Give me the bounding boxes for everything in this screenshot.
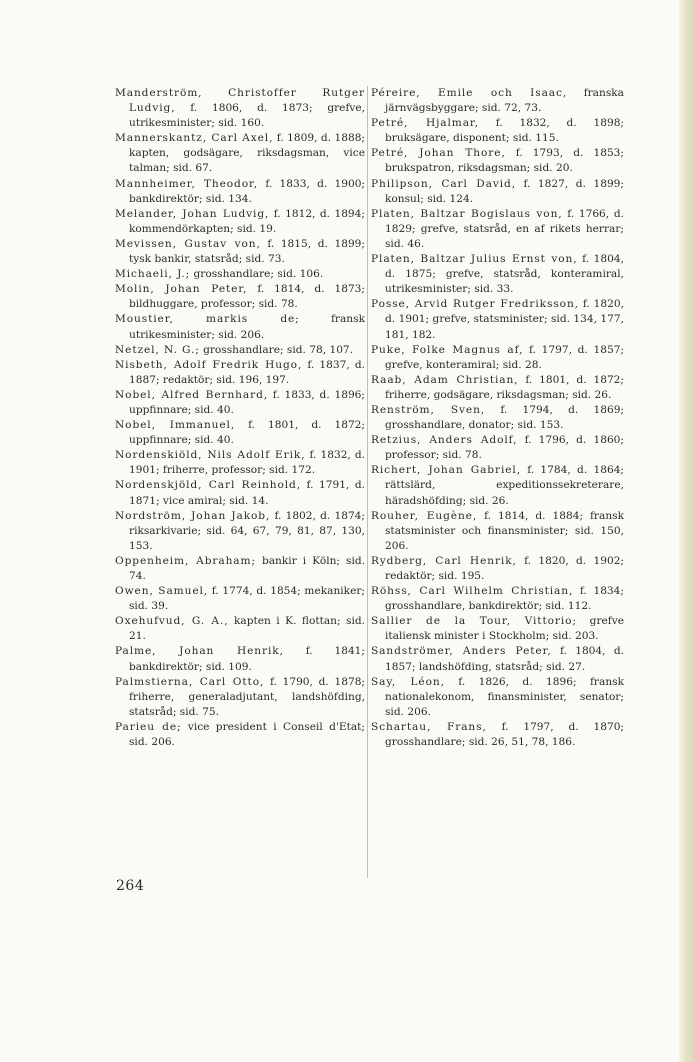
entry-name: Mannheimer, Theodor,	[115, 177, 259, 190]
entry-name: Retzius, Anders Adolf,	[371, 434, 518, 447]
entry-name: Schartau, Frans,	[371, 720, 487, 733]
index-entry	[115, 478, 365, 508]
entry-details: grosshandlare; sid. 106.	[190, 268, 324, 281]
entry-name: Parieu de;	[115, 720, 182, 733]
entry-details: f. 1837, d. 1887; redaktör; sid. 196, 197.	[129, 358, 365, 386]
index-entry	[115, 614, 365, 644]
entry-details: f. 1790, d. 1878; friherre, generaladjutant, landshöfding, statsråd; sid. 75.	[129, 675, 366, 718]
entry-details: bankir i Köln; sid. 74.	[129, 554, 365, 582]
entry-details: franska järnvägsbyggare; sid. 72, 73.	[385, 87, 624, 115]
entry-details: f. 1815, d. 1899; tysk bankir, statsråd; sid. 73.	[129, 237, 365, 266]
entry-details: f. 1784, d. 1864; rättslärd, expeditionssekreterare, häradshöfding; sid. 26.	[385, 464, 625, 507]
index-entry	[115, 644, 365, 674]
entry-details: f. 1814, d. 1884; fransk statsminister och finansminister; sid. 150, 206.	[385, 509, 624, 552]
entry-name: Richert, Johan Gabriel,	[371, 464, 521, 477]
entry-details: f. 1794, d. 1869; grosshandlare, donator; sid. 153.	[385, 403, 625, 432]
entry-details: f. 1832, d. 1898; bruksägare, disponent; sid. 115.	[385, 117, 625, 145]
entry-name: Mannerskantz, Carl Axel,	[115, 132, 274, 145]
index-entry	[115, 237, 365, 267]
entry-name: Manderström, Christoffer Rutger Ludvig,	[115, 87, 365, 115]
index-entry	[371, 644, 624, 674]
entry-details: f. 1801, d. 1872; friherre, godsägare, riksdagsman; sid. 26.	[385, 373, 624, 401]
index-entry	[371, 433, 624, 463]
index-entry	[115, 358, 365, 388]
index-entry	[371, 373, 624, 403]
entry-details: f. 1841; bankdirektör; sid. 109.	[129, 645, 365, 673]
entry-details: f. 1804, d. 1875; grefve, statsråd, konteramiral, utrikesminister; sid. 33.	[385, 253, 624, 296]
entry-name: Renström, Sven,	[371, 403, 486, 416]
entry-name: Posse, Arvid Rutger Fredriksson,	[371, 298, 579, 311]
entry-details: f. 1826, d. 1896; fransk nationalekonom, finansminister, senator; sid. 206.	[385, 675, 624, 718]
entry-name: Nordström, Johan Jakob,	[115, 509, 271, 522]
entry-details: kapten i K. flottan; sid. 21.	[129, 615, 365, 643]
entry-name: Owen, Samuel,	[115, 585, 209, 598]
entry-details: f. 1801, d. 1872; uppfinnare; sid. 40.	[129, 419, 365, 447]
entry-name: Nobel, Alfred Bernhard,	[115, 388, 269, 401]
entry-name: Puke, Folke Magnus af,	[371, 343, 524, 356]
index-entry	[115, 267, 365, 282]
page-number: 264	[116, 878, 145, 894]
entry-details: grefve italiensk minister i Stockholm; sid. 203.	[385, 615, 624, 643]
index-entry	[115, 207, 365, 237]
entry-details: f. 1832, d. 1901; friherre, professor; sid. 172.	[129, 449, 365, 477]
entry-details: f. 1791, d. 1871; vice amiral; sid. 14.	[129, 479, 365, 507]
entry-name: Péreire, Emile och Isaac,	[371, 87, 568, 99]
entry-details: f. 1814, d. 1873; bildhuggare, professor; sid. 78.	[129, 283, 365, 311]
entry-name: Oppenheim, Abraham;	[115, 554, 256, 567]
index-entry	[371, 297, 624, 342]
entry-name: Moustier, markis de;	[115, 313, 300, 326]
entry-name: Petré, Johan Thore,	[371, 147, 506, 160]
index-entry	[371, 252, 624, 297]
index-column-left	[115, 86, 365, 750]
entry-details: fransk utrikesminister; sid. 206.	[129, 313, 365, 341]
index-entry	[371, 463, 624, 508]
entry-details: f. 1802, d. 1874; riksarkivarie; sid. 64, 67, 79, 81, 87, 130, 153.	[129, 509, 365, 552]
entry-details: f. 1812, d. 1894; kommendörkapten; sid. 19.	[129, 207, 365, 235]
entry-details: f. 1809, d. 1888; kapten, godsägare, riksdagsman, vice talman; sid. 67.	[129, 132, 366, 175]
entry-name: Oxehufvud, G. A.,	[115, 615, 229, 628]
index-entry	[115, 86, 365, 131]
entry-name: Sallier de la Tour, Vittorio;	[371, 615, 577, 628]
entry-name: Philipson, Carl David,	[371, 177, 516, 190]
entry-name: Nordenskjöld, Carl Reinhold,	[115, 479, 301, 492]
entry-name: Platen, Baltzar Bogislaus von,	[371, 207, 563, 220]
index-entry	[115, 388, 365, 418]
entry-name: Molin, Johan Peter,	[115, 283, 248, 296]
entry-name: Rydberg, Carl Henrik,	[371, 554, 517, 567]
entry-details: f. 1806, d. 1873; grefve, utrikesminister; sid. 160.	[129, 102, 365, 130]
index-entry	[115, 584, 365, 614]
entry-name: Melander, Johan Ludvig,	[115, 207, 270, 220]
index-entry	[115, 554, 365, 584]
index-entry	[371, 720, 624, 750]
index-entry	[371, 146, 624, 176]
index-entry	[115, 282, 365, 312]
index-entry	[371, 86, 624, 116]
entry-name: Nisbeth, Adolf Fredrik Hugo,	[115, 358, 303, 371]
index-column-right	[371, 86, 624, 750]
entry-name: Palme, Johan Henrik,	[115, 645, 284, 658]
index-entry	[371, 509, 624, 554]
index-entry	[115, 131, 365, 176]
entry-name: Sandströmer, Anders Peter,	[371, 645, 552, 658]
entry-details: f. 1796, d. 1860; professor; sid. 78.	[385, 434, 624, 462]
entry-name: Netzel, N. G.;	[115, 343, 200, 356]
entry-name: Petré, Hjalmar,	[371, 117, 480, 130]
entry-details: f. 1834; grosshandlare, bankdirektör; sid. 112.	[385, 585, 624, 613]
entry-details: grosshandlare; sid. 78, 107.	[199, 343, 354, 356]
index-entry	[115, 509, 365, 554]
entry-details: f. 1793, d. 1853; brukspatron, riksdagsman; sid. 20.	[385, 147, 624, 175]
index-entry	[115, 312, 365, 342]
entry-details: f. 1797, d. 1870; grosshandlare; sid. 26, 51, 78, 186.	[385, 720, 624, 749]
page-edge-shadow	[679, 0, 695, 1062]
entry-name: Platen, Baltzar Julius Ernst von,	[371, 253, 578, 266]
entry-name: Raab, Adam Christian,	[371, 373, 519, 386]
entry-details: f. 1766, d. 1829; grefve, statsråd, en af rikets herrar; sid. 46.	[385, 207, 624, 250]
entry-name: Nordenskiöld, Nils Adolf Erik,	[115, 449, 306, 462]
index-entry	[371, 116, 624, 146]
index-entry	[371, 554, 624, 584]
index-entry	[115, 448, 365, 478]
index-entry	[371, 675, 624, 720]
entry-details: f. 1827, d. 1899; konsul; sid. 124.	[385, 177, 624, 205]
entry-details: f. 1797, d. 1857; grefve, konteramiral; sid. 28.	[385, 343, 624, 371]
entry-name: Rouher, Eugène,	[371, 509, 478, 522]
index-entry	[115, 418, 365, 448]
index-entry	[115, 720, 365, 750]
index-entry	[371, 177, 624, 207]
column-divider	[367, 86, 368, 878]
entry-details: f. 1804, d. 1857; landshöfding, statsråd; sid. 27.	[385, 645, 624, 673]
entry-name: Nobel, Immanuel,	[115, 419, 236, 432]
entry-details: f. 1820, d. 1902; redaktör; sid. 195.	[385, 554, 625, 582]
entry-name: Röhss, Carl Wilhelm Christian,	[371, 585, 574, 598]
entry-details: f. 1833, d. 1900; bankdirektör; sid. 134.	[129, 177, 366, 205]
index-entry	[371, 614, 624, 644]
index-entry	[371, 403, 624, 433]
entry-name: Michaeli, J.;	[115, 268, 191, 281]
entry-details: f. 1820, d. 1901; grefve, statsminister; sid. 134, 177, 181, 182.	[385, 298, 624, 341]
index-entry	[371, 207, 624, 252]
entry-details: f. 1774, d. 1854; mekaniker; sid. 39.	[129, 585, 366, 613]
index-entry	[115, 343, 365, 358]
entry-details: f. 1833, d. 1896; uppfinnare; sid. 40.	[129, 388, 365, 416]
entry-name: Palmstierna, Carl Otto,	[115, 675, 265, 688]
index-entry	[115, 177, 365, 207]
index-entry	[371, 343, 624, 373]
index-entry	[371, 584, 624, 614]
index-entry	[115, 675, 365, 720]
entry-details: vice president i Conseil d'Etat; sid. 206.	[129, 720, 365, 749]
entry-name: Say, Léon,	[371, 675, 445, 688]
entry-name: Mevissen, Gustav von,	[115, 237, 261, 250]
